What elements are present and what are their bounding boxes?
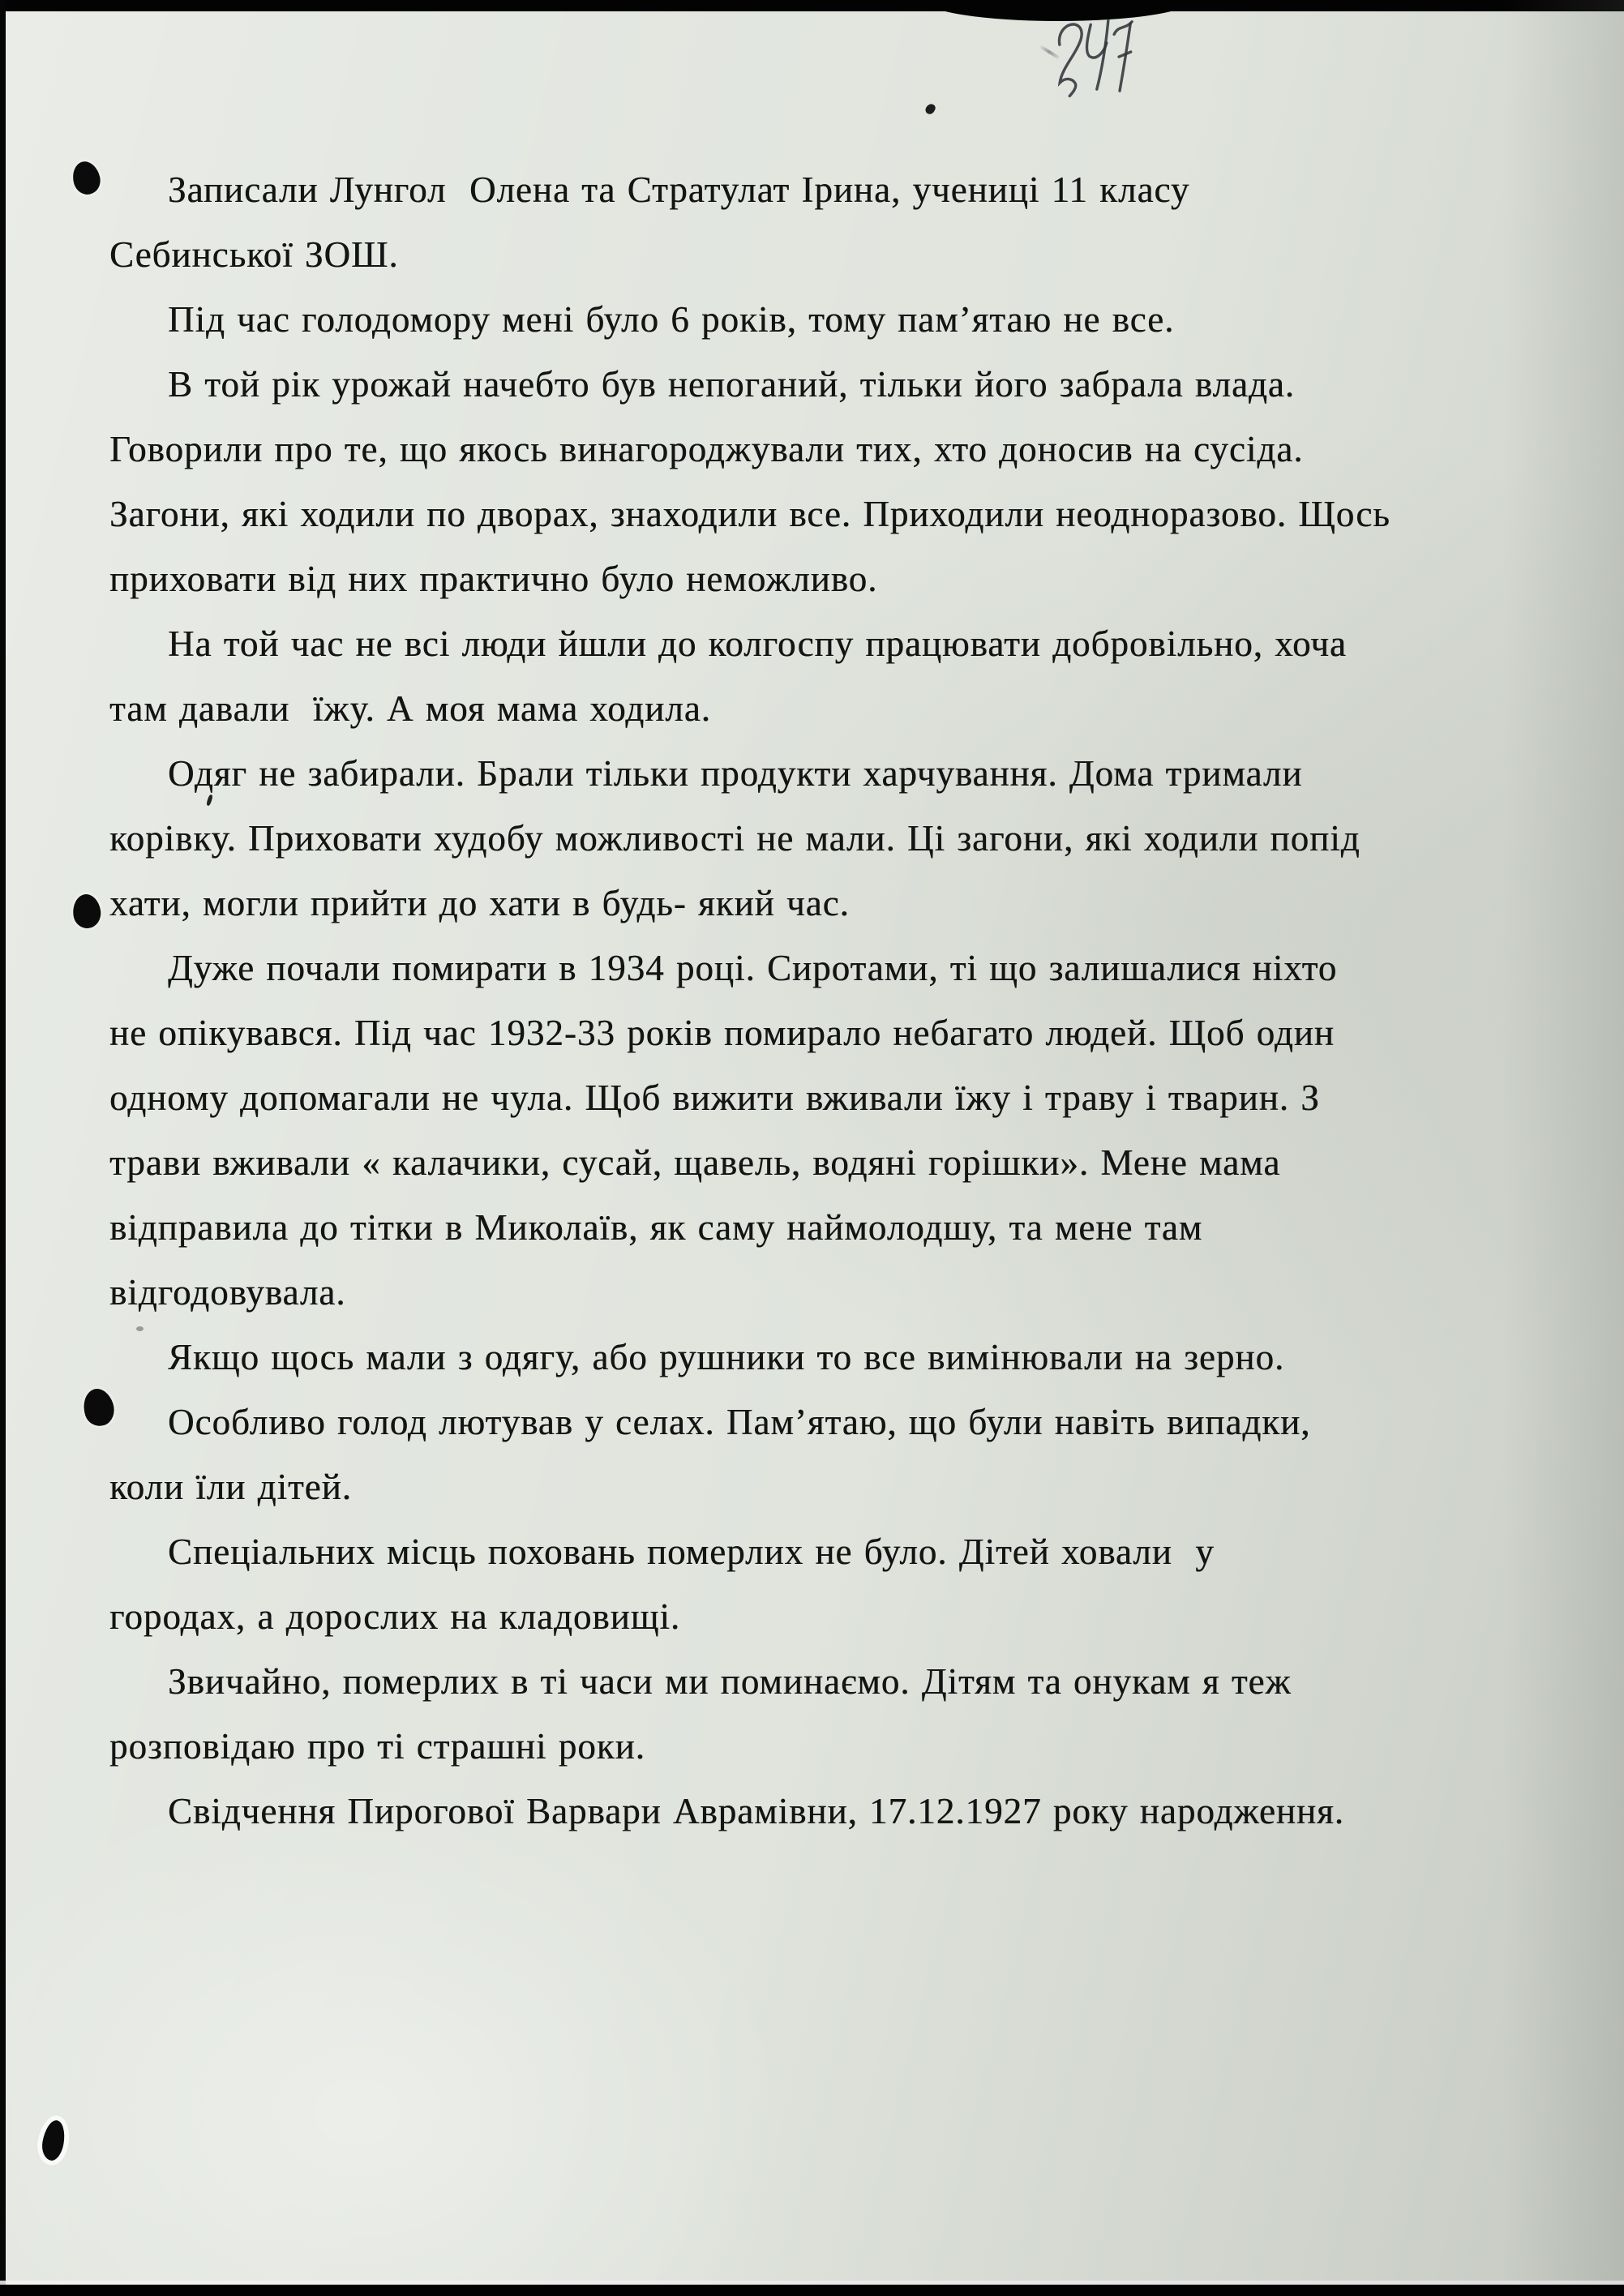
text-line: розповідаю про ті страшні роки.	[109, 1726, 645, 1767]
scan-edge-left	[0, 0, 6, 2296]
text-line: Звичайно, померлих в ті часи ми поминаємо. Дітям та онукам я теж	[168, 1661, 1292, 1702]
document-text	[109, 157, 1605, 1844]
text-line: Під час голодомору мені було 6 років, тому пам’ятаю не все.	[168, 299, 1175, 340]
text-line: Записали Лунгол Олена та Стратулат Ірина, учениці 11 класу	[168, 169, 1190, 210]
text-line: там давали їжу. А моя мама ходила.	[109, 688, 711, 729]
text-line: На той час не всі люди йшли до колгоспу працювати добровільно, хоча	[168, 623, 1347, 664]
text-line: відгодовувала.	[109, 1272, 346, 1313]
text-line: Спеціальних місць поховань померлих не було. Дітей ховали у	[168, 1531, 1215, 1572]
scan-edge-top	[0, 0, 1624, 11]
text-line: одному допомагали не чула. Щоб вижити вживали їжу і траву і тварин. З	[109, 1077, 1320, 1118]
handwritten-page-number	[1048, 13, 1145, 101]
text-line: Загони, які ходили по дворах, знаходили все. Приходили неодноразово. Щось	[109, 494, 1390, 534]
text-line: приховати від них практично було неможливо.	[109, 559, 878, 599]
text-line: городах, а дорослих на кладовищі.	[109, 1596, 681, 1637]
text-line: корівку. Приховати худобу можливості не мали. Ці загони, які ходили попід	[109, 818, 1360, 859]
text-line: В той рік урожай начебто був непоганий, тільки його забрала влада.	[168, 364, 1296, 405]
text-line: Дуже почали помирати в 1934 році. Сиротами, ті що залишалися ніхто	[168, 948, 1338, 988]
text-line: Якщо щось мали з одягу, або рушники то все вимінювали на зерно.	[168, 1337, 1285, 1377]
scan-edge-bottom	[0, 2285, 1624, 2296]
text-line: трави вживали « калачики, сусай, щавель, водяні горішки». Мене мама	[109, 1142, 1281, 1183]
text-line: Говорили про те, що якось винагороджували тих, хто доносив на сусіда.	[109, 429, 1304, 469]
text-line: Себинської ЗОШ.	[109, 234, 399, 275]
handwriting-247-strokes	[1048, 13, 1145, 101]
text-line: Особливо голод лютував у селах. Пам’ятаю, що були навіть випадки,	[168, 1402, 1311, 1442]
text-line: хати, могли прийти до хати в будь- який час.	[109, 883, 850, 923]
text-line: коли їли дітей.	[109, 1467, 352, 1507]
text-line: відправила до тітки в Миколаїв, як саму наймолодшу, та мене там	[109, 1207, 1203, 1248]
text-line: не опікувався. Під час 1932-33 років помирало небагато людей. Щоб один	[109, 1013, 1335, 1053]
text-line: Одяг не забирали. Брали тільки продукти харчування. Дома тримали	[168, 753, 1303, 794]
text-line: Свідчення Пирогової Варвари Аврамівни, 17.12.1927 року народження.	[168, 1791, 1345, 1831]
